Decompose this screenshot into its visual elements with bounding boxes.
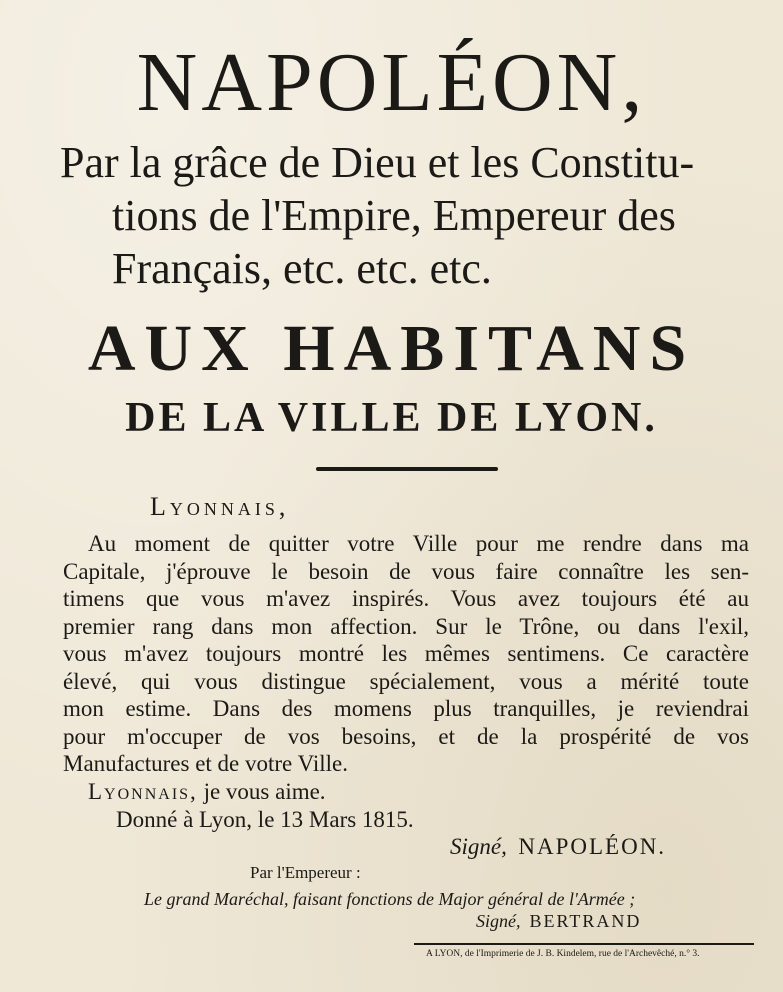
- signature-napoleon: [450, 833, 666, 861]
- address-subheading: DE LA VILLE DE LYON.: [125, 395, 658, 441]
- marechal-line: Le grand Maréchal, faisant fonctions de Major général de l'Armée ;: [144, 889, 636, 909]
- address-heading: AUX HABITANS: [87, 312, 696, 385]
- signed-label: Signé,: [450, 834, 507, 859]
- date-line: Donné à Lyon, le 13 Mars 1815.: [116, 807, 414, 832]
- signer-name: NAPOLÉON.: [518, 834, 667, 859]
- salutation: Lyonnais,: [150, 492, 290, 521]
- body-line: Capitale, j'éprouve le besoin de vous faire connaître les sen-: [63, 559, 749, 584]
- signer-name: BERTRAND: [529, 911, 642, 931]
- body-line: Au moment de quitter votre Ville pour me rendre dans ma: [88, 531, 749, 556]
- closing-text: je vous aime.: [197, 779, 326, 804]
- title-subline-1: Par la grâce de Dieu et les Constitu-: [60, 138, 695, 187]
- signature-bertrand: [476, 909, 641, 933]
- closing-name: Lyonnais,: [88, 779, 198, 804]
- body-line: élevé, qui vous distingue spécialement, vous a mérité toute: [63, 669, 749, 694]
- title-subline-3: Français, etc. etc. etc.: [112, 244, 492, 293]
- imprint-divider: [414, 943, 754, 945]
- body-line: Manufactures et de votre Ville.: [63, 751, 348, 776]
- body-line: pour m'occuper de vos besoins, et de la prospérité de vos: [63, 724, 749, 749]
- closing-line: [88, 778, 326, 806]
- signed-label: Signé,: [476, 911, 521, 931]
- title-subline-2: tions de l'Empire, Empereur des: [112, 191, 676, 240]
- par-lempereur: Par l'Empereur :: [250, 863, 361, 882]
- printer-imprint: A LYON, de l'Imprimerie de J. B. Kindelem, rue de l'Archevêché, n.° 3.: [426, 949, 700, 959]
- section-divider: [316, 467, 498, 471]
- body-line: premier rang dans mon affection. Sur le Trône, ou dans l'exil,: [63, 614, 749, 639]
- body-line: vous m'avez toujours montré les mêmes sentimens. Ce caractère: [63, 641, 749, 666]
- body-line: timens que vous m'avez inspirés. Vous avez toujours été au: [63, 586, 749, 611]
- poster-title: NAPOLÉON,: [136, 36, 647, 129]
- body-line: mon estime. Dans des momens plus tranquilles, je reviendrai: [63, 696, 749, 721]
